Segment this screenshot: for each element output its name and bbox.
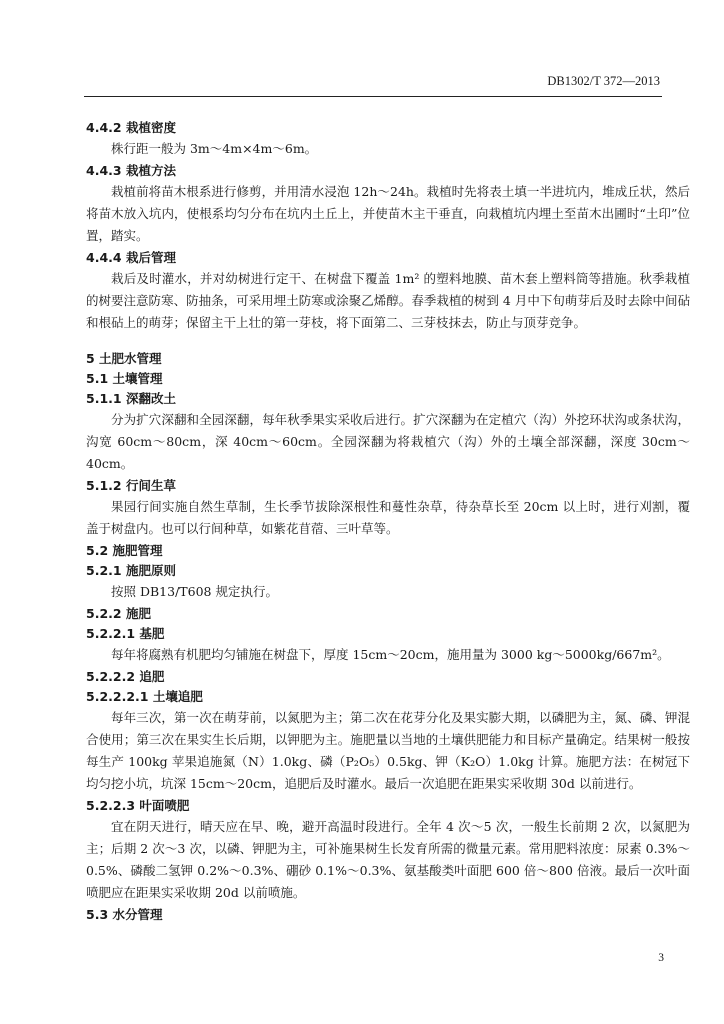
section-heading: 5.2.2.1 基肥 xyxy=(86,626,165,641)
section-heading: 4.4.3 栽植方法 xyxy=(86,163,176,178)
section-heading: 5.1.1 深翻改土 xyxy=(86,391,176,406)
section-heading: 5.1 土壤管理 xyxy=(86,371,163,386)
section-heading: 5.1.2 行间生草 xyxy=(86,478,176,493)
body-paragraph: 栽后及时灌水，并对幼树进行定干、在树盘下覆盖 1m² 的塑料地膜、苗木套上塑料筒等措施。秋季栽植的树要注意防寒、防抽条，可采用埋土防寒或涂聚乙烯醇。春季栽植的树到 4 月中下旬萌芽后及时去除中间砧和根砧上的萌芽；保留主干上壮的第一芽枝，将下面第二、三芽枝抹去，防止与顶芽竞争。 xyxy=(86,271,690,330)
document-body xyxy=(86,118,690,925)
section-heading: 5.2.2.2.1 土壤追肥 xyxy=(86,689,203,704)
section-heading: 4.4.4 栽后管理 xyxy=(86,250,176,265)
body-paragraph: 宜在阴天进行，晴天应在早、晚，避开高温时段进行。全年 4 次～5 次，一般生长前期 2 次，以氮肥为主；后期 2 次～3 次，以磷、钾肥为主，可补施果树生长发育所需的微量元素。常用肥料浓度：尿素 0.3%～0.5%、磷酸二氢钾 0.2%～0.3%、硼砂 0.1%～0.3%、氨基酸类叶面肥 600 倍～800 倍液。最后一次叶面喷肥应在距果实采收期 20d 以前喷施。 xyxy=(86,819,690,900)
body-paragraph: 每年将腐熟有机肥均匀铺施在树盘下，厚度 15cm～20cm，施用量为 3000 kg～5000kg/667m²。 xyxy=(111,647,670,662)
section-heading: 5.2.2.2 追肥 xyxy=(86,669,165,684)
section-heading: 5.3 水分管理 xyxy=(86,907,163,922)
section-heading: 5.2.2 施肥 xyxy=(86,606,151,621)
section-heading: 5.2.2.3 叶面喷肥 xyxy=(86,798,190,813)
body-paragraph: 每年三次，第一次在萌芽前，以氮肥为主；第二次在花芽分化及果实膨大期，以磷肥为主，氮、磷、钾混合使用；第三次在果实生长后期，以钾肥为主。施肥量以当地的土壤供肥能力和目标产量确定。结果树一般按每生产 100kg 苹果追施氮（N）1.0kg、磷（P₂O₅）0.5kg、钾（K₂O）1.0kg 计算。施肥方法：在树冠下均匀挖小坑，坑深 15cm～20cm，追肥后及时灌水。最后一次追肥在距果实采收期 30d 以前进行。 xyxy=(86,710,690,791)
section-heading: 5.2.1 施肥原则 xyxy=(86,563,176,578)
body-paragraph: 果园行间实施自然生草制，生长季节拔除深根性和蔓性杂草，待杂草长至 20cm 以上时，进行刈割，覆盖于树盘内。也可以行间种草，如紫花苜蓿、三叶草等。 xyxy=(86,499,690,536)
header-rule xyxy=(84,96,662,97)
body-paragraph: 按照 DB13/T608 规定执行。 xyxy=(111,584,278,599)
document-code: DB1302/T 372—2013 xyxy=(547,74,660,88)
body-paragraph: 株行距一般为 3m～4m×4m～6m。 xyxy=(111,141,318,156)
body-paragraph: 分为扩穴深翻和全园深翻，每年秋季果实采收后进行。扩穴深翻为在定植穴（沟）外挖环状沟或条状沟，沟宽 60cm～80cm，深 40cm～60cm。全园深翻为将栽植穴（沟）外的土壤全部深翻，深度 30cm～40cm。 xyxy=(86,412,690,471)
section-heading: 4.4.2 栽植密度 xyxy=(86,120,176,135)
section-spacer xyxy=(86,335,690,349)
section-heading: 5 土肥水管理 xyxy=(86,351,162,366)
page-number: 3 xyxy=(658,952,664,964)
body-paragraph: 栽植前将苗木根系进行修剪，并用清水浸泡 12h～24h。栽植时先将表土填一半进坑内，堆成丘状，然后将苗木放入坑内，使根系均匀分布在坑内土丘上，并使苗木主干垂直，向栽植坑内埋土至苗木出圃时“土印”位置，踏实。 xyxy=(86,184,690,243)
section-heading: 5.2 施肥管理 xyxy=(86,543,163,558)
